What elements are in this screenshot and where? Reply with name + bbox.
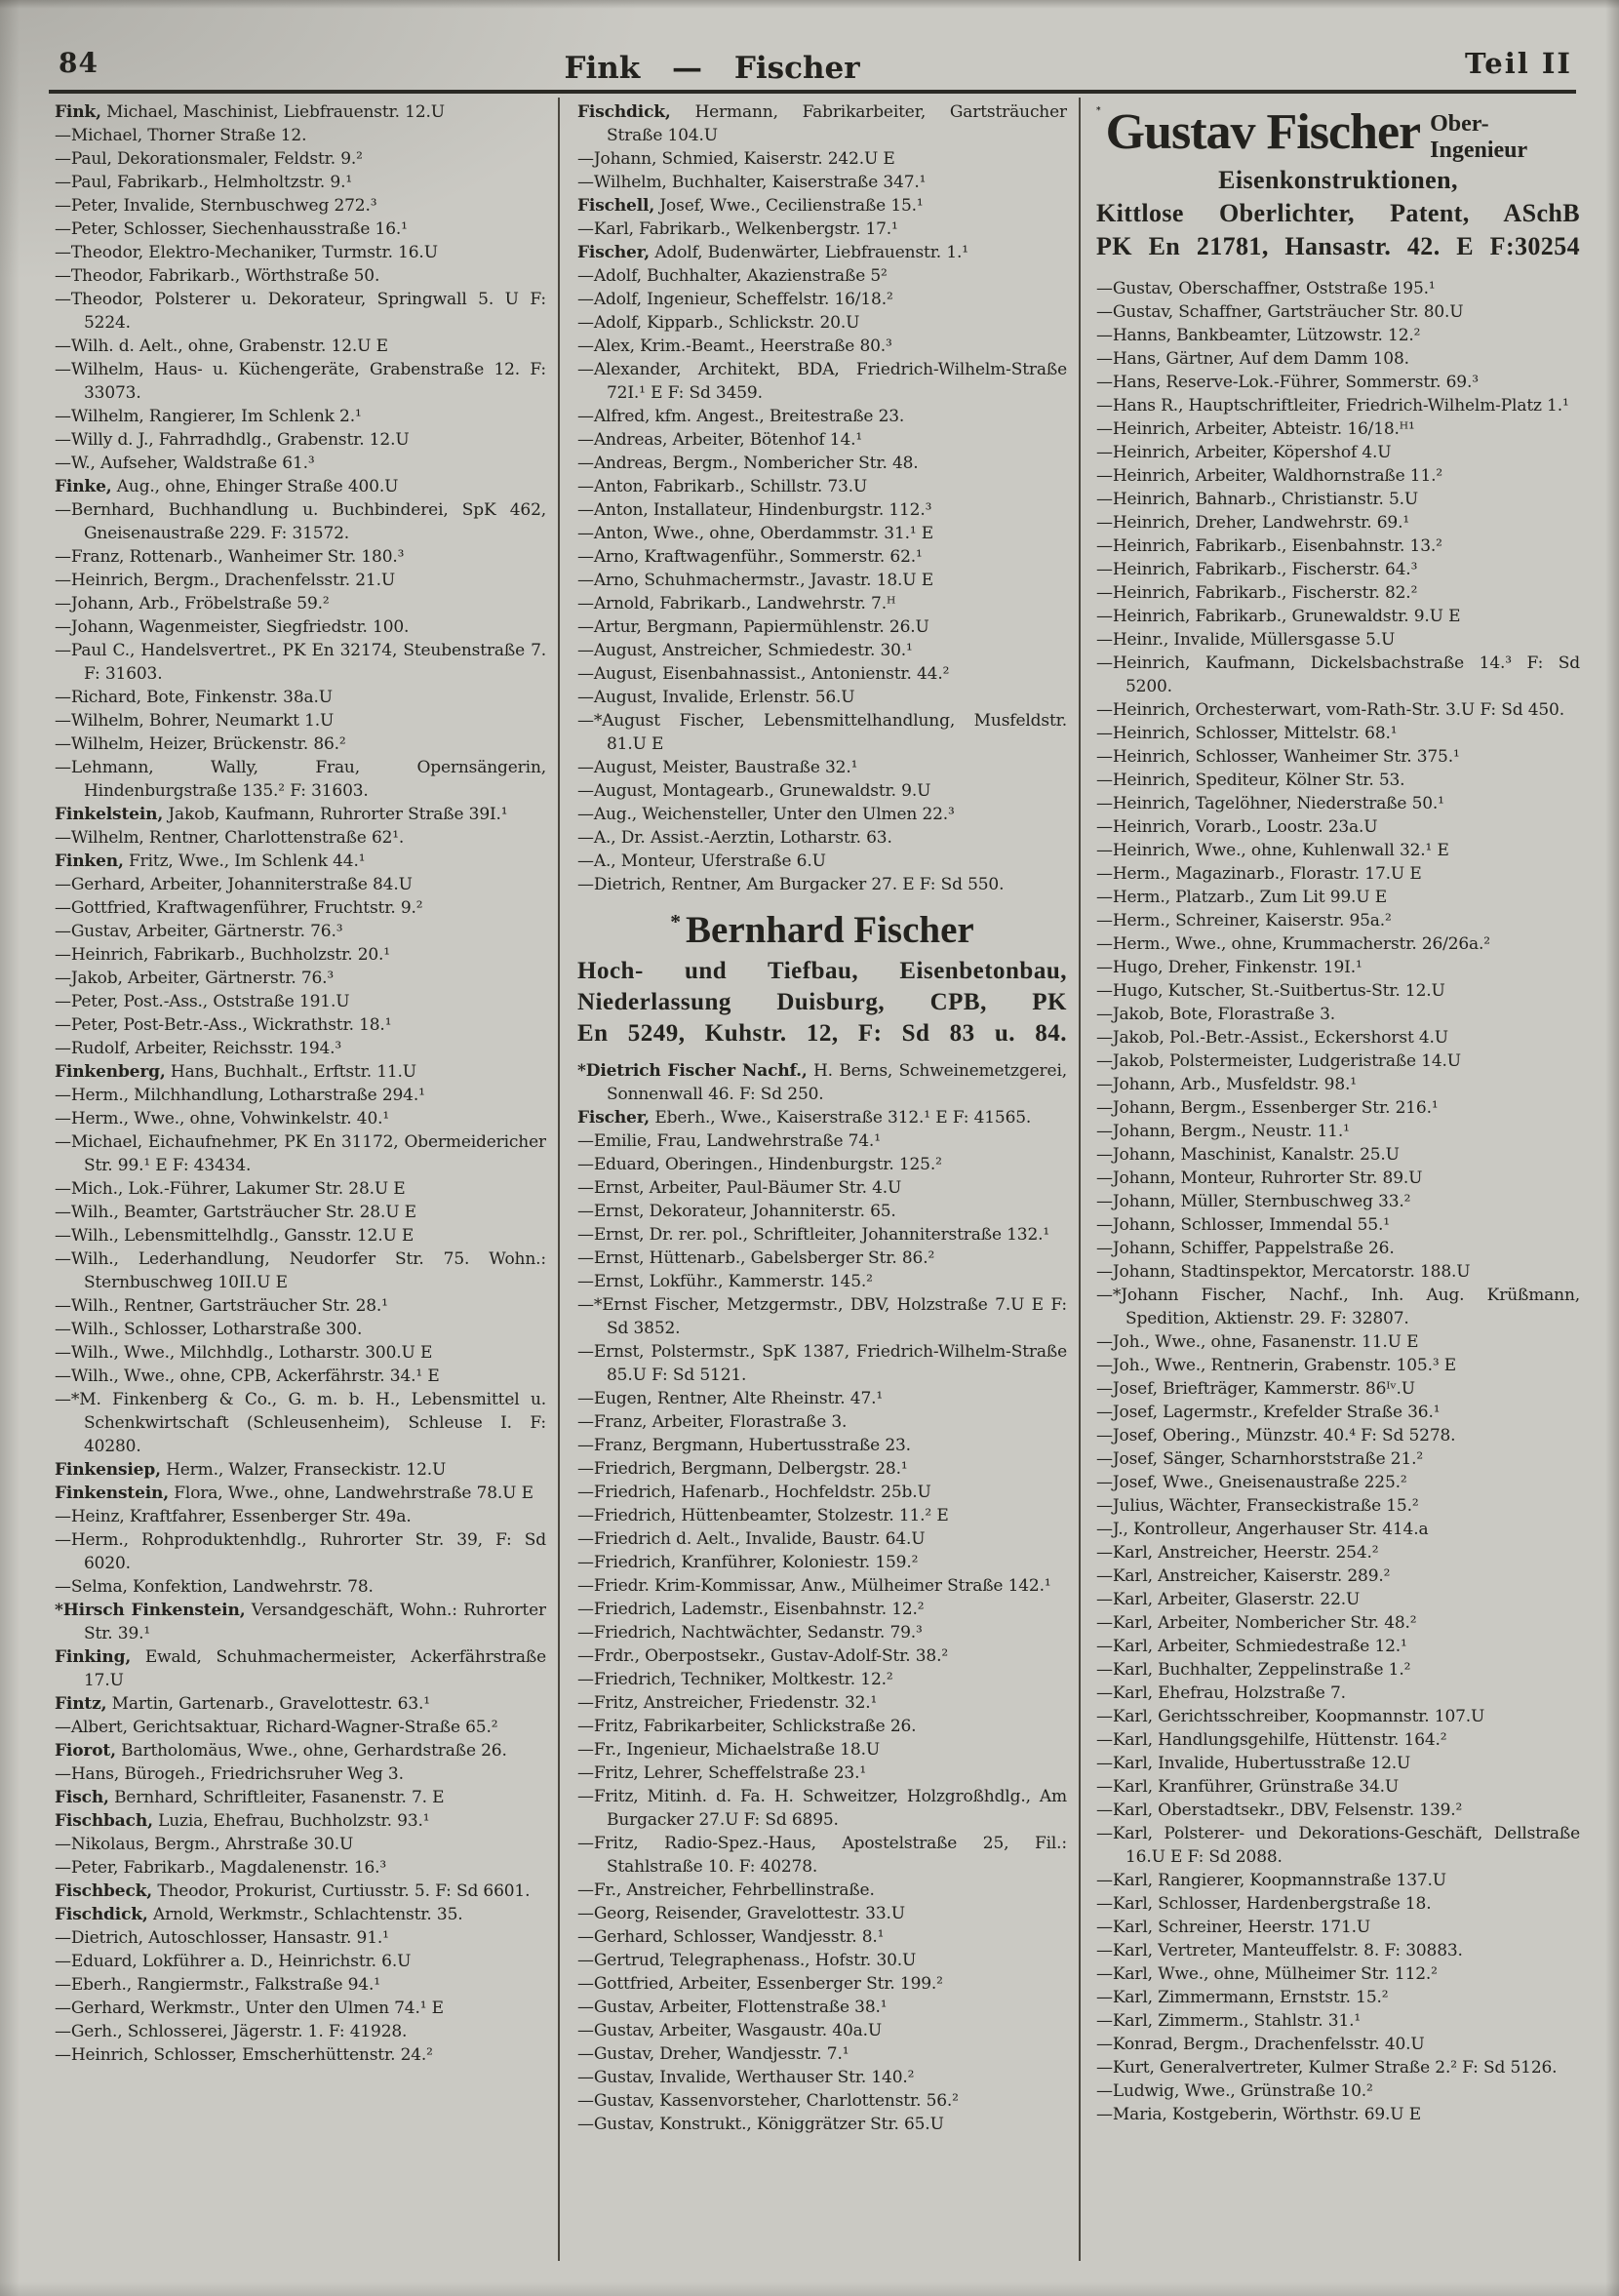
entry: Fischdick, Hermann, Fabrikarbeiter, Gartsträucher Straße 104.U [577, 102, 1067, 145]
entry: —Fritz, Radio-Spez.-Haus, Apostelstraße 25, Fil.: Stahlstraße 10. F: 40278. [577, 1834, 1067, 1877]
entry: —Arno, Kraftwagenführ., Sommerstr. 62.¹ [577, 547, 923, 567]
entry: —Fritz, Fabrikarbeiter, Schlickstraße 26. [577, 1717, 917, 1736]
entry: —Georg, Reisender, Gravelottestr. 33.U [577, 1904, 905, 1923]
entry: —Karl, Handlungsgehilfe, Hüttenstr. 164.² [1096, 1730, 1447, 1750]
ad-heading [577, 908, 1067, 952]
entry: —Karl, Zimmerm., Stahlstr. 31.¹ [1096, 2011, 1362, 2031]
entry: —Eduard, Lokführer a. D., Heinrichstr. 6.U [55, 1952, 412, 1971]
entry: —Johann, Müller, Sternbuschweg 33.² [1096, 1192, 1411, 1211]
entry: —Ludwig, Wwe., Grünstraße 10.² [1096, 2081, 1373, 2101]
entry: —Wilhelm, Heizer, Brückenstr. 86.² [55, 734, 346, 754]
entry: —Frdr., Oberpostsekr., Gustav-Adolf-Str. 38.² [577, 1646, 948, 1666]
entry: —Michael, Thorner Straße 12. [55, 126, 307, 145]
entry: —Adolf, Ingenieur, Scheffelstr. 16/18.² [577, 290, 893, 309]
entry-list [1096, 277, 1580, 2126]
entry: —Herm., Milchhandlung, Lotharstraße 294.¹ [55, 1086, 425, 1105]
entry: —Friedrich, Bergmann, Delbergstr. 28.¹ [577, 1459, 908, 1479]
ad-side-text [1430, 106, 1527, 164]
entry: —Selma, Konfektion, Landwehrstr. 78. [55, 1577, 374, 1597]
entry: —Heinr., Invalide, Müllersgasse 5.U [1096, 630, 1396, 650]
header-guide-words: Fink — Fischer [564, 51, 860, 86]
entry: —Wilhelm, Haus- u. Küchengeräte, Grabenstraße 12. F: 33073. [55, 360, 546, 403]
entry: —Franz, Arbeiter, Florastraße 3. [577, 1412, 848, 1432]
entry: —Heinrich, Fabrikarb., Buchholzstr. 20.¹ [55, 945, 390, 965]
entry: —Johann, Wagenmeister, Siegfriedstr. 100. [55, 617, 410, 637]
entry: —Karl, Invalide, Hubertusstraße 12.U [1096, 1754, 1411, 1773]
entry: —Karl, Gerichtsschreiber, Koopmannstr. 107.U [1096, 1707, 1485, 1726]
entry: —*M. Finkenberg & Co., G. m. b. H., Lebensmittel u. Schenkwirtschaft (Schleusenheim), Schleuse I. F: 40280. [55, 1390, 546, 1456]
entry: —Heinrich, Schlosser, Mittelstr. 68.¹ [1096, 724, 1398, 743]
entry: —Gustav, Invalide, Werthauser Str. 140.² [577, 2068, 915, 2087]
entry: —August, Eisenbahnassist., Antonienstr. 44.² [577, 664, 950, 684]
entry: —Heinrich, Arbeiter, Köpershof 4.U [1096, 443, 1392, 462]
ad-heading [1096, 106, 1580, 164]
entry: Fischell, Josef, Wwe., Cecilienstraße 15.¹ [577, 196, 924, 216]
entry: —Adolf, Kipparb., Schlickstr. 20.U [577, 313, 860, 333]
entry: —Anton, Wwe., ohne, Oberdammstr. 31.¹ E [577, 524, 934, 543]
entry: —Karl, Buchhalter, Zeppelinstraße 1.² [1096, 1660, 1411, 1680]
entry: —Eugen, Rentner, Alte Rheinstr. 47.¹ [577, 1389, 884, 1408]
entry: —Dietrich, Autoschlosser, Hansastr. 91.¹ [55, 1928, 389, 1948]
ad-side-line: Ingenieur [1430, 138, 1528, 163]
entry: —Wilhelm, Rangierer, Im Schlenk 2.¹ [55, 407, 362, 426]
entry-list-after-ad [577, 1059, 1067, 2136]
entry: —*Johann Fischer, Nachf., Inh. Aug. Krüßmann, Spedition, Aktienstr. 29. F: 32807. [1096, 1286, 1580, 1328]
entry: —Johann, Bergm., Essenberger Str. 216.¹ [1096, 1098, 1439, 1118]
entry: —Arno, Schuhmachermstr., Javastr. 18.U E [577, 571, 933, 590]
entry: —Arnold, Fabrikarb., Landwehrstr. 7.ᴴ [577, 594, 896, 614]
entry: Finkensiep, Herm., Walzer, Franseckistr. 12.U [55, 1460, 447, 1480]
entry: —Franz, Rottenarb., Wanheimer Str. 180.³ [55, 547, 405, 567]
entry: *Dietrich Fischer Nachf., H. Berns, Schweinemetzgerei, Sonnenwall 46. F: Sd 250. [577, 1061, 1067, 1104]
entry: —Artur, Bergmann, Papiermühlenstr. 26.U [577, 617, 929, 637]
entry: —Heinrich, Dreher, Landwehrstr. 69.¹ [1096, 513, 1410, 533]
entry: —Hans, Bürogeh., Friedrichsruher Weg 3. [55, 1764, 404, 1784]
entry: —Gustav, Schaffner, Gartsträucher Str. 80.U [1096, 302, 1464, 322]
entry: —Ernst, Arbeiter, Paul-Bäumer Str. 4.U [577, 1178, 902, 1198]
entry: Fiorot, Bartholomäus, Wwe., ohne, Gerhardstraße 26. [55, 1741, 507, 1761]
entry: —Herm., Schreiner, Kaiserstr. 95a.² [1096, 911, 1392, 930]
entry: —Heinrich, Arbeiter, Abteistr. 16/18.ᴴ¹ [1096, 419, 1415, 439]
ad-line: Kittlose Oberlichter, Patent, ASchB [1096, 199, 1580, 227]
entry: —Hugo, Dreher, Finkenstr. 19I.¹ [1096, 958, 1362, 977]
entry: —Hanns, Bankbeamter, Lützowstr. 12.² [1096, 326, 1421, 345]
entry: —Hans, Gärtner, Auf dem Damm 108. [1096, 349, 1409, 369]
entry: —Karl, Zimmermann, Ernststr. 15.² [1096, 1988, 1389, 2007]
entry: —Heinrich, Bahnarb., Christianstr. 5.U [1096, 490, 1419, 509]
entry: —Wilh., Wwe., Milchhdlg., Lotharstr. 300.U E [55, 1343, 433, 1363]
entry: —Johann, Arb., Musfeldstr. 98.¹ [1096, 1075, 1357, 1094]
entry: —Gustav, Arbeiter, Wasgaustr. 40a.U [577, 2021, 883, 2040]
entry: —Ernst, Dekorateur, Johanniterstr. 65. [577, 1202, 896, 1221]
entry: —Friedrich, Techniker, Moltkestr. 12.² [577, 1670, 893, 1689]
entry: —Karl, Wwe., ohne, Mülheimer Str. 112.² [1096, 1964, 1438, 1984]
entry: —Karl, Rangierer, Koopmannstraße 137.U [1096, 1871, 1446, 1890]
entry: —Johann, Arb., Fröbelstraße 59.² [55, 594, 330, 614]
ad-line: PK En 21781, Hansastr. 42. E F:30254 [1096, 232, 1580, 260]
entry: —Heinrich, Fabrikarb., Fischerstr. 82.² [1096, 583, 1418, 603]
entry: —Aug., Weichensteller, Unter den Ulmen 22.³ [577, 805, 955, 824]
entry: —Friedrich, Hüttenbeamter, Stolzestr. 11.² E [577, 1506, 949, 1525]
entry: —Herm., Magazinarb., Florastr. 17.U E [1096, 864, 1422, 884]
entry: —Karl, Anstreicher, Kaiserstr. 289.² [1096, 1566, 1391, 1586]
entry: —Karl, Ehefrau, Holzstraße 7. [1096, 1683, 1346, 1703]
entry: —Heinrich, Schlosser, Wanheimer Str. 375.¹ [1096, 747, 1460, 767]
entry: —Friedrich d. Aelt., Invalide, Baustr. 64.U [577, 1529, 926, 1549]
entry: —Heinrich, Spediteur, Kölner Str. 53. [1096, 771, 1405, 790]
entry: —Friedr. Krim-Kommissar, Anw., Mülheimer Straße 142.¹ [577, 1576, 1051, 1596]
entry: —Jakob, Arbeiter, Gärtnerstr. 76.³ [55, 969, 335, 988]
entry: Finking, Ewald, Schuhmachermeister, Ackerfährstraße 17.U [55, 1647, 546, 1690]
ad-heading-text: Bernhard Fischer [686, 909, 974, 951]
entry: —Jakob, Bote, Florastraße 3. [1096, 1005, 1335, 1024]
entry: —August, Anstreicher, Schmiedestr. 30.¹ [577, 641, 913, 660]
entry: —Friedrich, Lademstr., Eisenbahnstr. 12.² [577, 1600, 925, 1619]
entry: —Theodor, Fabrikarb., Wörthstraße 50. [55, 266, 380, 286]
entry: —Karl, Anstreicher, Heerstr. 254.² [1096, 1543, 1379, 1563]
column-3 [1096, 100, 1580, 2291]
entry: —Albert, Gerichtsaktuar, Richard-Wagner-Straße 65.² [55, 1718, 498, 1737]
entry: —Karl, Fabrikarb., Welkenbergstr. 17.¹ [577, 219, 898, 239]
entry: —Fritz, Lehrer, Scheffelstraße 23.¹ [577, 1763, 867, 1783]
entry: —Johann, Monteur, Ruhrorter Str. 89.U [1096, 1168, 1423, 1188]
entry: —Heinz, Kraftfahrer, Essenberger Str. 49a. [55, 1507, 412, 1526]
entry: —W., Aufseher, Waldstraße 61.³ [55, 454, 315, 473]
entry: —Friedrich, Kranführer, Koloniestr. 159.² [577, 1553, 919, 1572]
entry: —Andreas, Bergm., Nombericher Str. 48. [577, 454, 919, 473]
entry: —Wilhelm, Buchhalter, Kaiserstraße 347.¹ [577, 173, 927, 192]
entry: —Gottfried, Kraftwagenführer, Fruchtstr. 9.² [55, 898, 423, 918]
entry: —Peter, Fabrikarb., Magdalenenstr. 16.³ [55, 1858, 387, 1878]
entry: —Andreas, Arbeiter, Bötenhof 14.¹ [577, 430, 863, 450]
entry: —Gustav, Kassenvorsteher, Charlottenstr. 56.² [577, 2091, 959, 2111]
entry: —Hugo, Kutscher, St.-Suitbertus-Str. 12.U [1096, 981, 1445, 1001]
entry: —Heinrich, Schlosser, Emscherhüttenstr. 24.² [55, 2045, 433, 2065]
entry: —Willy d. J., Fahrradhdlg., Grabenstr. 12.U [55, 430, 410, 450]
entry: —A., Dr. Assist.-Aerztin, Lotharstr. 63. [577, 828, 892, 848]
entry: —Karl, Vertreter, Manteuffelstr. 8. F: 30883. [1096, 1941, 1463, 1960]
entry: —Alexander, Architekt, BDA, Friedrich-Wilhelm-Straße 72I.¹ E F: Sd 3459. [577, 360, 1067, 403]
entry: —Anton, Fabrikarb., Schillstr. 73.U [577, 477, 868, 496]
header-page-number: 84 [59, 47, 99, 79]
entry: —Gerhard, Schlosser, Wandjesstr. 8.¹ [577, 1927, 885, 1947]
entry: —Eberh., Rangiermstr., Falkstraße 94.¹ [55, 1975, 380, 1995]
entry: Fischbach, Luzia, Ehefrau, Buchholzstr. 93.¹ [55, 1811, 430, 1831]
entry: —Peter, Invalide, Sternbuschweg 272.³ [55, 196, 377, 216]
entry: —Johann, Maschinist, Kanalstr. 25.U [1096, 1145, 1400, 1165]
entry: Fischdick, Arnold, Werkmstr., Schlachtenstr. 35. [55, 1905, 463, 1924]
entry: —Alfred, kfm. Angest., Breitestraße 23. [577, 407, 905, 426]
entry: —Michael, Eichaufnehmer, PK En 31172, Obermeidericher Str. 99.¹ E F: 43434. [55, 1132, 546, 1175]
entry: —Gerhard, Werkmstr., Unter den Ulmen 74.¹ E [55, 1999, 444, 2018]
entry: —Josef, Obering., Münzstr. 40.⁴ F: Sd 5278. [1096, 1426, 1456, 1445]
entry: —Herm., Wwe., ohne, Krummacherstr. 26/26a.² [1096, 934, 1490, 954]
entry: —Josef, Wwe., Gneisenaustraße 225.² [1096, 1473, 1407, 1492]
entry: —August, Meister, Baustraße 32.¹ [577, 758, 858, 777]
entry: —Friedrich, Nachtwächter, Sedanstr. 79.³ [577, 1623, 923, 1643]
entry: Fisch, Bernhard, Schriftleiter, Fasanenstr. 7. E [55, 1788, 445, 1807]
entry: Fischer, Eberh., Wwe., Kaiserstraße 312.¹ E F: 41565. [577, 1108, 1032, 1128]
asterisk-marker: * [1096, 106, 1101, 116]
ad-line: Hoch- und Tiefbau, Eisenbetonbau, [577, 958, 1067, 984]
entry: —Richard, Bote, Finkenstr. 38a.U [55, 688, 333, 707]
entry: —Heinrich, Tagelöhner, Niederstraße 50.¹ [1096, 794, 1444, 813]
entry: —Heinrich, Kaufmann, Dickelsbachstraße 14.³ F: Sd 5200. [1096, 653, 1580, 696]
entry: —Mich., Lok.-Führer, Lakumer Str. 28.U E [55, 1179, 406, 1199]
entry: —Wilh., Wwe., ohne, CPB, Ackerfährstr. 34.¹ E [55, 1366, 440, 1386]
entry: —Wilh., Rentner, Gartsträucher Str. 28.¹ [55, 1296, 388, 1316]
entry: —*August Fischer, Lebensmittelhandlung, Musfeldstr. 81.U E [577, 711, 1067, 754]
entry: —Heinrich, Fabrikarb., Eisenbahnstr. 13.² [1096, 536, 1442, 556]
asterisk-marker: * [670, 910, 681, 933]
entry: —Peter, Schlosser, Siechenhausstraße 16.¹ [55, 219, 408, 239]
entry: —Jakob, Pol.-Betr.-Assist., Eckershorst 4.U [1096, 1028, 1448, 1048]
entry: —Heinrich, Fabrikarb., Grunewaldstr. 9.U E [1096, 607, 1461, 626]
entry: —Theodor, Polsterer u. Dekorateur, Springwall 5. U F: 5224. [55, 290, 546, 333]
entry: —Wilhelm, Rentner, Charlottenstraße 62¹. [55, 828, 405, 848]
entry: —Konrad, Bergm., Drachenfelsstr. 40.U [1096, 2035, 1425, 2054]
entry: —Herm., Platzarb., Zum Lit 99.U E [1096, 888, 1387, 907]
column-divider-1 [558, 98, 560, 2261]
entry: —Karl, Polsterer- und Dekorations-Geschäft, Dellstraße 16.U E F: Sd 2088. [1096, 1824, 1580, 1867]
entry: —Eduard, Oberingen., Hindenburgstr. 125.² [577, 1155, 942, 1174]
entry: —Fritz, Anstreicher, Friedenstr. 32.¹ [577, 1693, 878, 1713]
entry: —Wilhelm, Bohrer, Neumarkt 1.U [55, 711, 335, 731]
entry: —August, Montagearb., Grunewaldstr. 9.U [577, 781, 931, 801]
entry: —Josef, Briefträger, Kammerstr. 86ᴵᵛ.U [1096, 1379, 1415, 1399]
entry: —Heinrich, Wwe., ohne, Kuhlenwall 32.¹ E [1096, 841, 1449, 860]
entry: —Heinrich, Vorarb., Loostr. 23a.U [1096, 817, 1378, 837]
entry: Fischbeck, Theodor, Prokurist, Curtiusstr. 5. F: Sd 6601. [55, 1881, 531, 1901]
entry: —J., Kontrolleur, Angerhauser Str. 414.a [1096, 1520, 1429, 1539]
entry: —Wilh., Schlosser, Lotharstraße 300. [55, 1320, 363, 1339]
entry: Finkenstein, Flora, Wwe., ohne, Landwehrstraße 78.U E [55, 1484, 533, 1503]
entry: —Karl, Schlosser, Hardenbergstraße 18. [1096, 1894, 1432, 1914]
ad-line: Niederlassung Duisburg, CPB, PK [577, 989, 1067, 1015]
entry: —*Ernst Fischer, Metzgermstr., DBV, Holzstraße 7.U E F: Sd 3852. [577, 1295, 1067, 1338]
entry: —Wilh., Beamter, Gartsträucher Str. 28.U E [55, 1203, 416, 1222]
entry: —Heinrich, Orchesterwart, vom-Rath-Str. 3.U F: Sd 450. [1096, 700, 1564, 720]
entry: —Fr., Anstreicher, Fehrbellinstraße. [577, 1880, 875, 1900]
entry: *Hirsch Finkenstein, Versandgeschäft, Wohn.: Ruhrorter Str. 39.¹ [55, 1601, 546, 1643]
entry: —Karl, Oberstadtsekr., DBV, Felsenstr. 139.² [1096, 1801, 1463, 1820]
entry: Fintz, Martin, Gartenarb., Gravelottestr. 63.¹ [55, 1694, 430, 1714]
entry: —Wilh. d. Aelt., ohne, Grabenstr. 12.U E [55, 336, 388, 356]
entry: —Ernst, Polstermstr., SpK 1387, Friedrich-Wilhelm-Straße 85.U F: Sd 5121. [577, 1342, 1067, 1385]
entry: —Kurt, Generalvertreter, Kulmer Straße 2.² F: Sd 5126. [1096, 2058, 1558, 2078]
entry: —Herm., Wwe., ohne, Vohwinkelstr. 40.¹ [55, 1109, 390, 1128]
entry: —Franz, Bergmann, Hubertusstraße 23. [577, 1436, 911, 1455]
entry: Fink, Michael, Maschinist, Liebfrauenstr. 12.U [55, 102, 445, 122]
column-divider-2 [1079, 98, 1081, 2261]
entry: —Heinrich, Fabrikarb., Fischerstr. 64.³ [1096, 560, 1418, 579]
ad-line: En 5249, Kuhstr. 12, F: Sd 83 u. 84. [577, 1020, 1067, 1047]
header-part-label: Teil II [1465, 47, 1572, 80]
entry: —Wilh., Lebensmittelhdlg., Gansstr. 12.U E [55, 1226, 415, 1246]
entry: —Emilie, Frau, Landwehrstraße 74.¹ [577, 1131, 881, 1151]
entry: —A., Monteur, Uferstraße 6.U [577, 851, 826, 871]
entry: —August, Invalide, Erlenstr. 56.U [577, 688, 855, 707]
entry: —Anton, Installateur, Hindenburgstr. 112.³ [577, 500, 932, 520]
entry: —Gerh., Schlosserei, Jägerstr. 1. F: 41928. [55, 2022, 408, 2041]
entry: —Johann, Stadtinspektor, Mercatorstr. 188.U [1096, 1262, 1471, 1282]
entry: —Josef, Sänger, Scharnhorststraße 21.² [1096, 1449, 1424, 1469]
entry: —Gustav, Arbeiter, Gärtnerstr. 76.³ [55, 922, 343, 941]
column-2 [577, 100, 1067, 2291]
entry: —Hans R., Hauptschriftleiter, Friedrich-Wilhelm-Platz 1.¹ [1096, 396, 1569, 416]
entry: Finken, Fritz, Wwe., Im Schlenk 44.¹ [55, 851, 366, 871]
entry: —Lehmann, Wally, Frau, Opernsängerin, Hindenburgstraße 135.² F: 31603. [55, 758, 546, 801]
entry: —Karl, Arbeiter, Nombericher Str. 48.² [1096, 1613, 1417, 1633]
entry: —Joh., Wwe., ohne, Fasanenstr. 11.U E [1096, 1332, 1419, 1352]
column-1 [55, 100, 546, 2291]
entry: —Heinrich, Bergm., Drachenfelsstr. 21.U [55, 571, 396, 590]
entry: —Gerhard, Arbeiter, Johanniterstraße 84.U [55, 875, 413, 894]
entry: —Johann, Schiffer, Pappelstraße 26. [1096, 1239, 1395, 1258]
ad-line: Eisenkonstruktionen, [1218, 166, 1458, 194]
entry: —Gustav, Dreher, Wandjesstr. 7.¹ [577, 2044, 849, 2064]
entry: —Ernst, Lokführ., Kammerstr. 145.² [577, 1272, 873, 1291]
entry: Finkelstein, Jakob, Kaufmann, Ruhrorter Straße 39I.¹ [55, 805, 508, 824]
entry: —Hans, Reserve-Lok.-Führer, Sommerstr. 69.³ [1096, 373, 1479, 392]
ad-heading-text: Gustav Fischer [1105, 104, 1421, 160]
entry: —Karl, Schreiner, Heerstr. 171.U [1096, 1918, 1371, 1937]
entry: —Fritz, Mitinh. d. Fa. H. Schweitzer, Holzgroßhdlg., Am Burgacker 27.U F: Sd 6895. [577, 1787, 1067, 1830]
entry: Fischer, Adolf, Budenwärter, Liebfrauenstr. 1.¹ [577, 243, 968, 262]
entry: —Ernst, Hüttenarb., Gabelsberger Str. 86.² [577, 1248, 935, 1268]
entry: —Heinrich, Arbeiter, Waldhornstraße 11.² [1096, 466, 1443, 486]
entry: —Johann, Schmied, Kaiserstr. 242.U E [577, 149, 895, 169]
entry: —Dietrich, Rentner, Am Burgacker 27. E F: Sd 550. [577, 875, 1005, 894]
entry: —Paul, Fabrikarb., Helmholtzstr. 9.¹ [55, 173, 352, 192]
entry: —Bernhard, Buchhandlung u. Buchbinderei, SpK 462, Gneisenaustraße 229. F: 31572. [55, 500, 546, 543]
entry: —Johann, Schlosser, Immendal 55.¹ [1096, 1215, 1390, 1235]
entry: Finke, Aug., ohne, Ehinger Straße 400.U [55, 477, 399, 496]
entry: —Herm., Rohproduktenhdlg., Ruhrorter Str. 39, F: Sd 6020. [55, 1530, 546, 1573]
entry: —Jakob, Polstermeister, Ludgeristraße 14.U [1096, 1051, 1461, 1071]
entry: —Joh., Wwe., Rentnerin, Grabenstr. 105.³ E [1096, 1356, 1457, 1375]
entry: Finkenberg, Hans, Buchhalt., Erftstr. 11.U [55, 1062, 416, 1082]
entry: —Gertrud, Telegraphenass., Hofstr. 30.U [577, 1951, 917, 1970]
header-rule [49, 90, 1576, 94]
entry: —Maria, Kostgeberin, Wörthstr. 69.U E [1096, 2105, 1421, 2124]
entry: —Rudolf, Arbeiter, Reichsstr. 194.³ [55, 1039, 342, 1058]
entry: —Gustav, Arbeiter, Flottenstraße 38.¹ [577, 1998, 888, 2017]
entry-list-before-ad [577, 100, 1067, 896]
entry: —Paul, Dekorationsmaler, Feldstr. 9.² [55, 149, 363, 169]
entry: —Julius, Wächter, Franseckistraße 15.² [1096, 1496, 1419, 1516]
entry: —Fr., Ingenieur, Michaelstraße 18.U [577, 1740, 881, 1760]
entry: —Wilh., Lederhandlung, Neudorfer Str. 75. Wohn.: Sternbuschweg 10II.U E [55, 1249, 546, 1292]
entry: —Karl, Kranführer, Grünstraße 34.U [1096, 1777, 1400, 1797]
entry: —Paul C., Handelsvertret., PK En 32174, Steubenstraße 7. F: 31603. [55, 641, 546, 684]
entry: —Josef, Lagermstr., Krefelder Straße 36.¹ [1096, 1403, 1441, 1422]
ad-gustav-fischer [1096, 106, 1580, 263]
entry: —Gottfried, Arbeiter, Essenberger Str. 199.² [577, 1974, 943, 1994]
entry: —Peter, Post-Betr.-Ass., Wickrathstr. 18.¹ [55, 1015, 392, 1035]
entry: —Karl, Arbeiter, Schmiedestraße 12.¹ [1096, 1637, 1407, 1656]
entry: —Adolf, Buchhalter, Akazienstraße 5² [577, 266, 888, 286]
entry: —Karl, Arbeiter, Glaserstr. 22.U [1096, 1590, 1361, 1609]
ad-side-line: Ober- [1430, 111, 1489, 137]
entry: —Peter, Post.-Ass., Oststraße 191.U [55, 992, 350, 1011]
entry: —Theodor, Elektro-Mechaniker, Turmstr. 16.U [55, 243, 438, 262]
entry: —Ernst, Dr. rer. pol., Schriftleiter, Johanniterstraße 132.¹ [577, 1225, 1050, 1245]
entry: —Johann, Bergm., Neustr. 11.¹ [1096, 1122, 1350, 1141]
entry: —Friedrich, Hafenarb., Hochfeldstr. 25b.U [577, 1483, 931, 1502]
entry: —Gustav, Oberschaffner, Oststraße 195.¹ [1096, 279, 1436, 298]
entry: —Gustav, Konstrukt., Königgrätzer Str. 65.U [577, 2115, 944, 2134]
entry: —Nikolaus, Bergm., Ahrstraße 30.U [55, 1835, 354, 1854]
entry: —Alex, Krim.-Beamt., Heerstraße 80.³ [577, 336, 892, 356]
ad-bernhard-fischer [577, 908, 1067, 1049]
